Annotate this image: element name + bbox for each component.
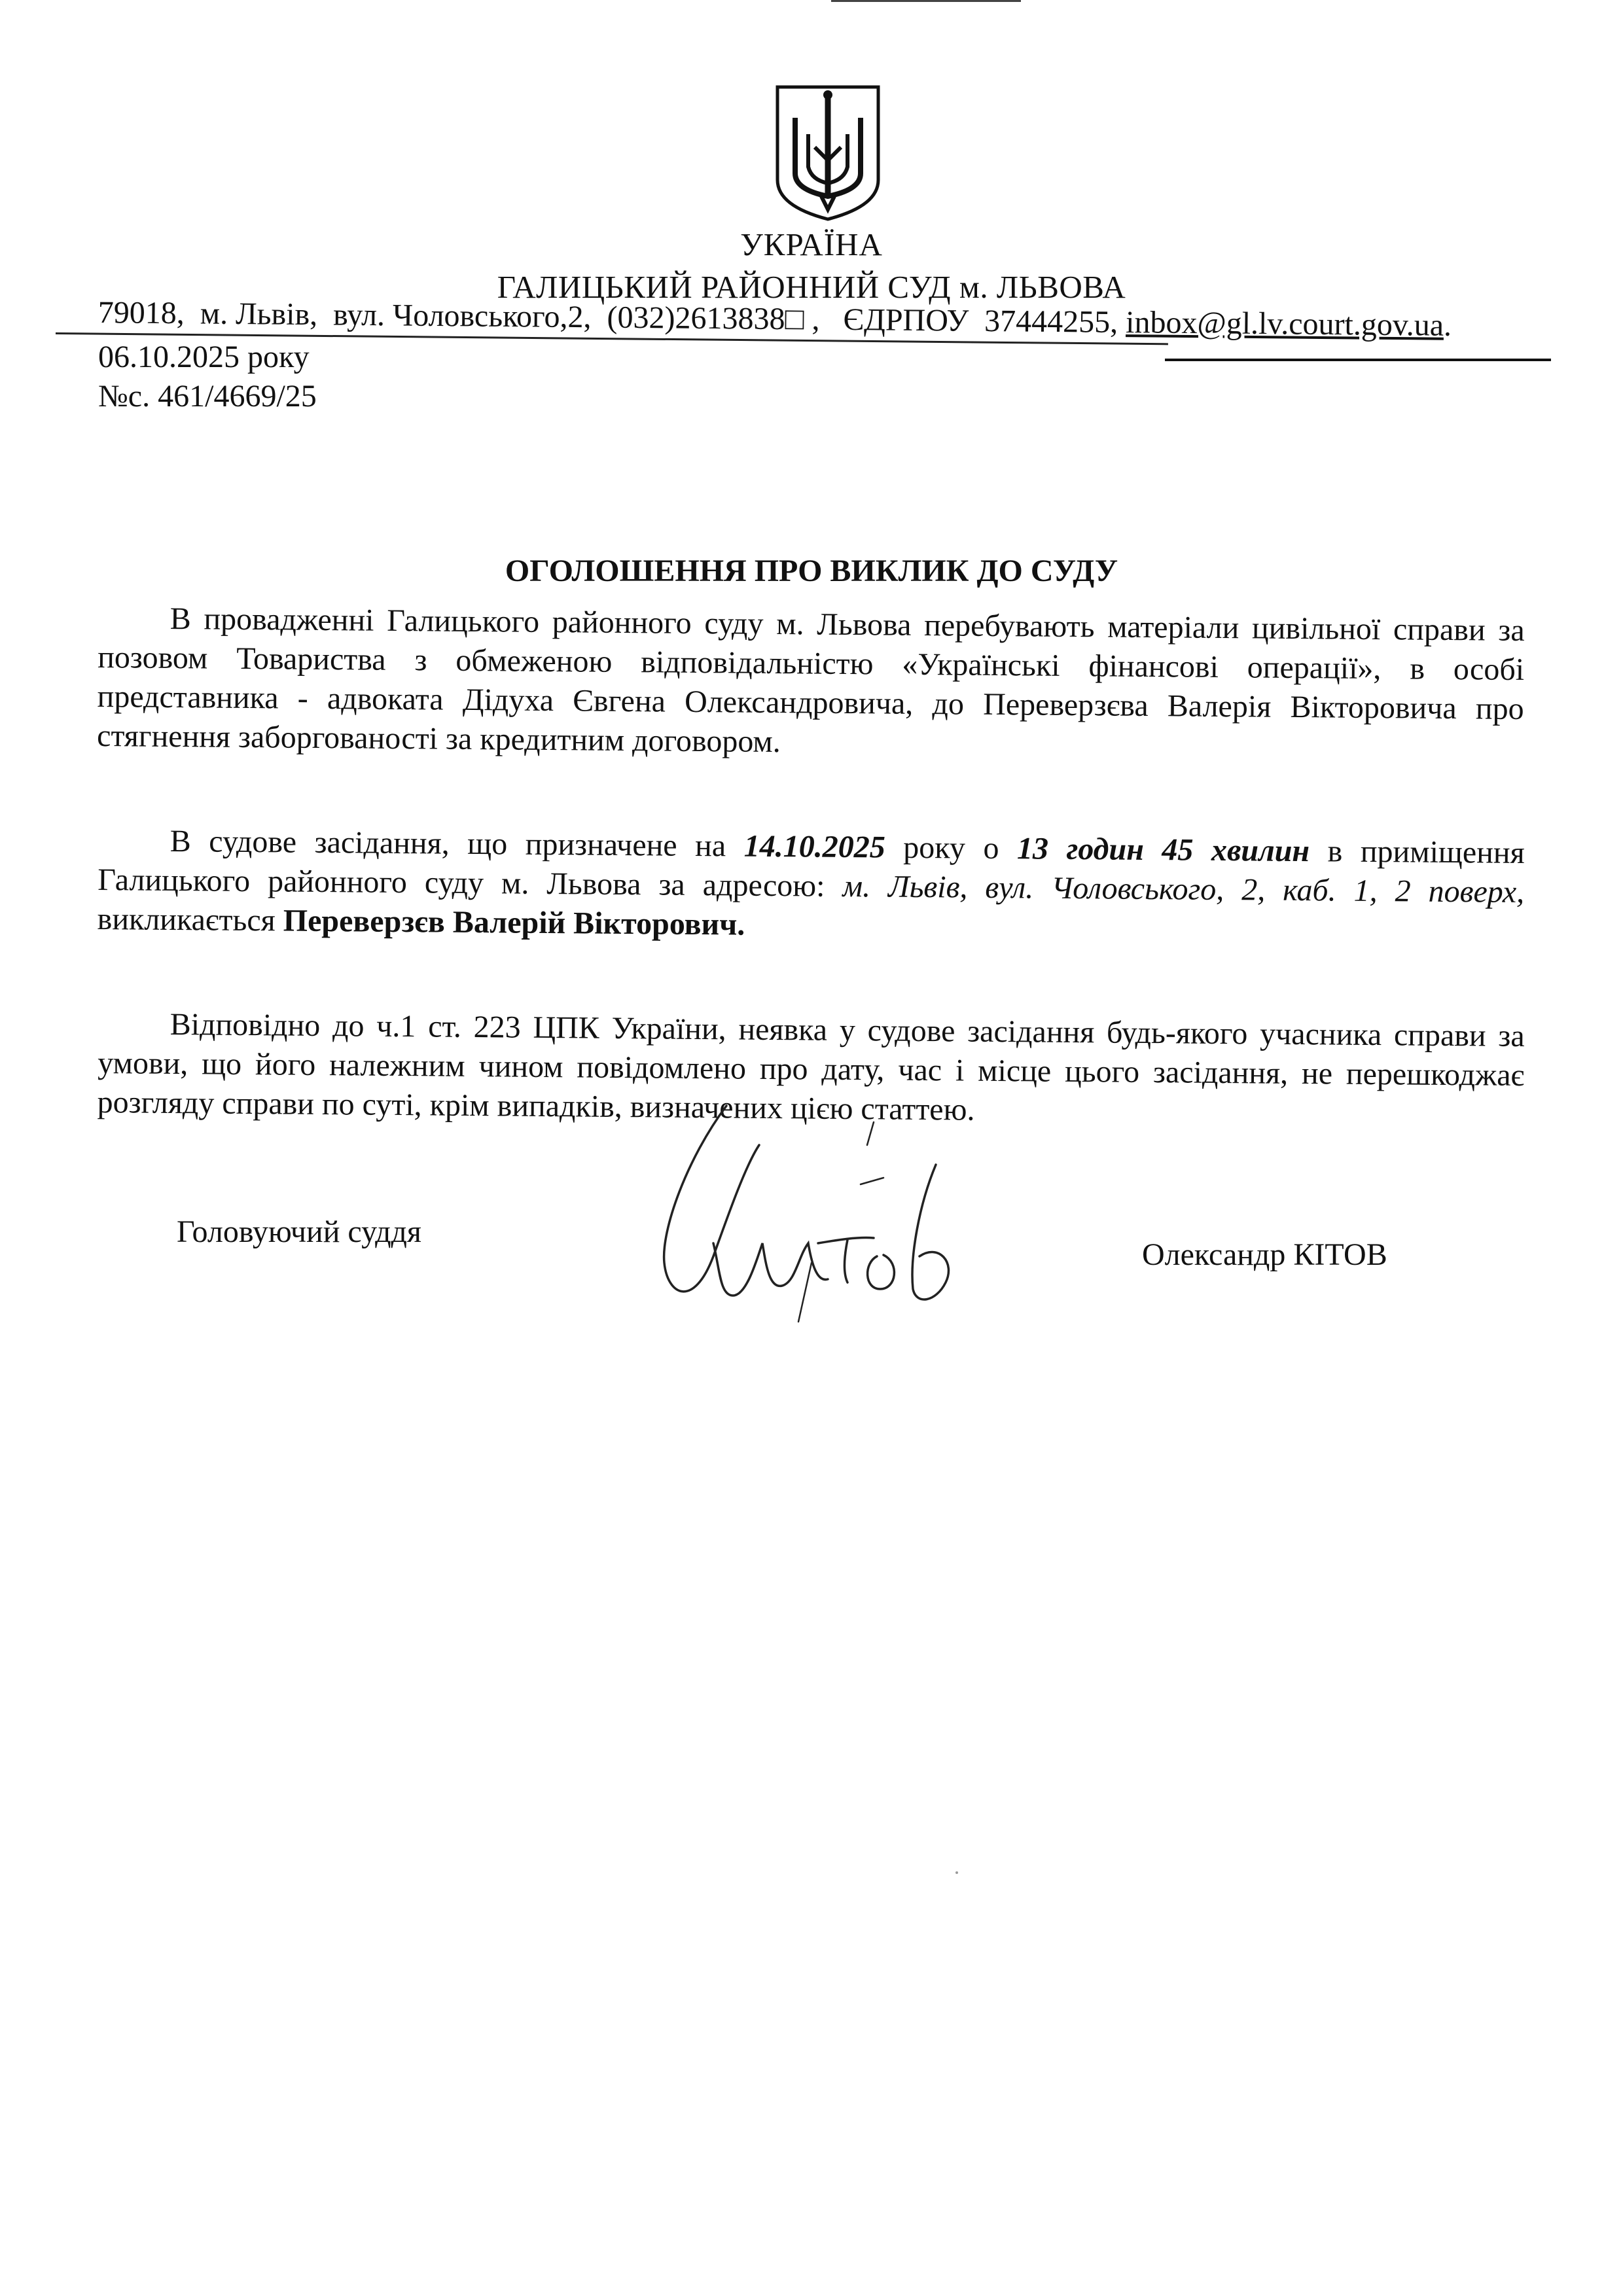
document-title: ОГОЛОШЕННЯ ПРО ВИКЛИК ДО СУДУ xyxy=(505,554,1118,588)
paragraph-lawsuit: В провадженні Галицького районного суду м. Львова перебувають матеріали цивільної справи за позовом Товариства з обмеженою відповідальністю «Українські фінансові операції», в особі представника - адвоката Дідуха Євгена Олександровича, до Переверзєва Валерія Вікторовича про стягнення заборгованості за кредитним договором. xyxy=(96,601,1525,760)
email-link[interactable]: inbox@gl.lv.court.gov.ua xyxy=(1125,305,1444,343)
hearing-date: 14.10.2025 xyxy=(743,828,885,865)
judge-position: Головуючий суддя xyxy=(177,1214,421,1249)
hearing-time: 13 годин 45 хвилин xyxy=(1016,831,1310,869)
country-heading: УКРАЇНА xyxy=(740,226,883,262)
hearing-text-2: року о xyxy=(885,830,1018,866)
scan-edge-line xyxy=(831,0,1021,2)
header-rule-right xyxy=(1165,359,1551,361)
summoned-person: Переверзєв Валерій Вікторович. xyxy=(283,903,745,942)
case-number: №с. 461/4669/25 xyxy=(98,379,317,414)
court-name-heading: ГАЛИЦЬКИЙ РАЙОННИЙ СУД м. ЛЬВОВА xyxy=(497,269,1126,305)
hearing-text-3: в приміщення Галицького районного суду м. Львова за адресою: xyxy=(97,834,1525,904)
address-text: 79018, м. Львів, вул. Чоловського,2, (032)2613838□ , ЄДРПОУ 37444255, xyxy=(98,294,1126,340)
document-date: 06.10.2025 року xyxy=(98,340,310,374)
judge-name: Олександр КІТОВ xyxy=(1142,1237,1387,1272)
hearing-text-4: викликається xyxy=(97,901,283,938)
scan-speck xyxy=(955,1871,958,1874)
handwritten-signature xyxy=(648,1047,1008,1328)
paragraph-legal-note: Відповідно до ч.1 ст. 223 ЦПК України, неявка у судове засідання будь-якого учасника справи за умови, що його належним чином повідомлено про дату, час і місце цього засідання, не перешкоджає розгляду справи по суті, крім випадків, визначених цією статтею. xyxy=(97,1006,1525,1127)
coat-of-arms-icon xyxy=(772,82,883,222)
email-suffix: . xyxy=(1443,308,1452,343)
paragraph-hearing xyxy=(97,821,1524,951)
hearing-address: м. Львів, вул. Чоловського, 2, каб. 1, 2 поверх, xyxy=(842,868,1525,910)
hearing-text-1: В судове засідання, що призначене на xyxy=(169,823,744,864)
